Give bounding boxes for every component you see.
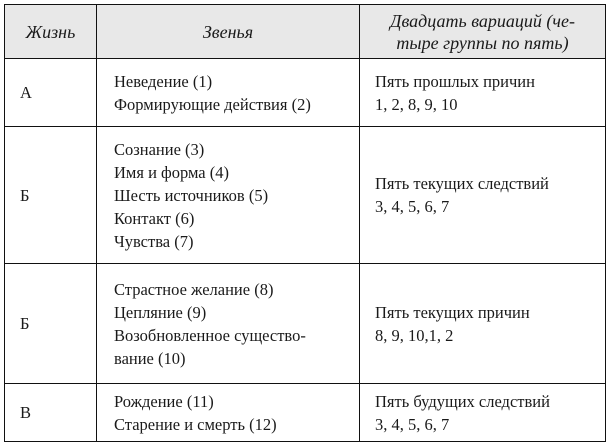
link-item: Рождение (11) (114, 391, 214, 411)
links-cell (97, 59, 360, 127)
link-item: вание (10) (114, 348, 186, 368)
variation-title: Пять будущих следствий (375, 391, 550, 411)
table-row (5, 384, 606, 442)
table-row (5, 59, 606, 127)
life-cell: Б (5, 264, 97, 384)
header-variations-line-2: тыре группы по пять) (396, 32, 569, 53)
link-item: Страстное желание (8) (114, 279, 274, 299)
variation-cell (360, 264, 606, 384)
link-item: Цепляние (9) (114, 302, 207, 322)
variation-numbers: 8, 9, 10,1, 2 (375, 325, 454, 345)
life-cell: В (5, 384, 97, 442)
life-cell: Б (5, 127, 97, 264)
header-life: Жизнь (5, 5, 97, 59)
variation-numbers: 3, 4, 5, 6, 7 (375, 414, 450, 434)
table-row (5, 264, 606, 384)
link-item: Чувства (7) (114, 231, 194, 251)
header-links: Звенья (97, 5, 360, 59)
link-item: Шесть источников (5) (114, 185, 269, 205)
variation-cell (360, 127, 606, 264)
link-item: Имя и форма (4) (114, 162, 229, 182)
variation-cell (360, 384, 606, 442)
link-item: Контакт (6) (114, 208, 195, 228)
header-variations-line-1: Двадцать вариаций (че- (390, 10, 575, 31)
link-item: Формирующие действия (2) (114, 94, 311, 114)
links-cell (97, 127, 360, 264)
variation-numbers: 3, 4, 5, 6, 7 (375, 197, 450, 216)
variation-cell (360, 59, 606, 127)
links-cell (97, 384, 360, 442)
link-item: Старение и смерть (12) (114, 414, 277, 434)
header-row (5, 5, 606, 59)
variation-title: Пять текущих следствий (375, 174, 549, 193)
header-variations (360, 5, 606, 59)
twelve-links-table (4, 4, 606, 442)
life-cell: А (5, 59, 97, 127)
links-cell (97, 264, 360, 384)
variation-title: Пять текущих причин (375, 302, 530, 322)
link-item: Неведение (1) (114, 71, 213, 91)
variation-numbers: 1, 2, 8, 9, 10 (375, 94, 458, 114)
link-item: Возобновленное существо- (114, 325, 306, 345)
table-row (5, 127, 606, 264)
variation-title: Пять прошлых причин (375, 71, 535, 91)
link-item: Сознание (3) (114, 139, 205, 159)
